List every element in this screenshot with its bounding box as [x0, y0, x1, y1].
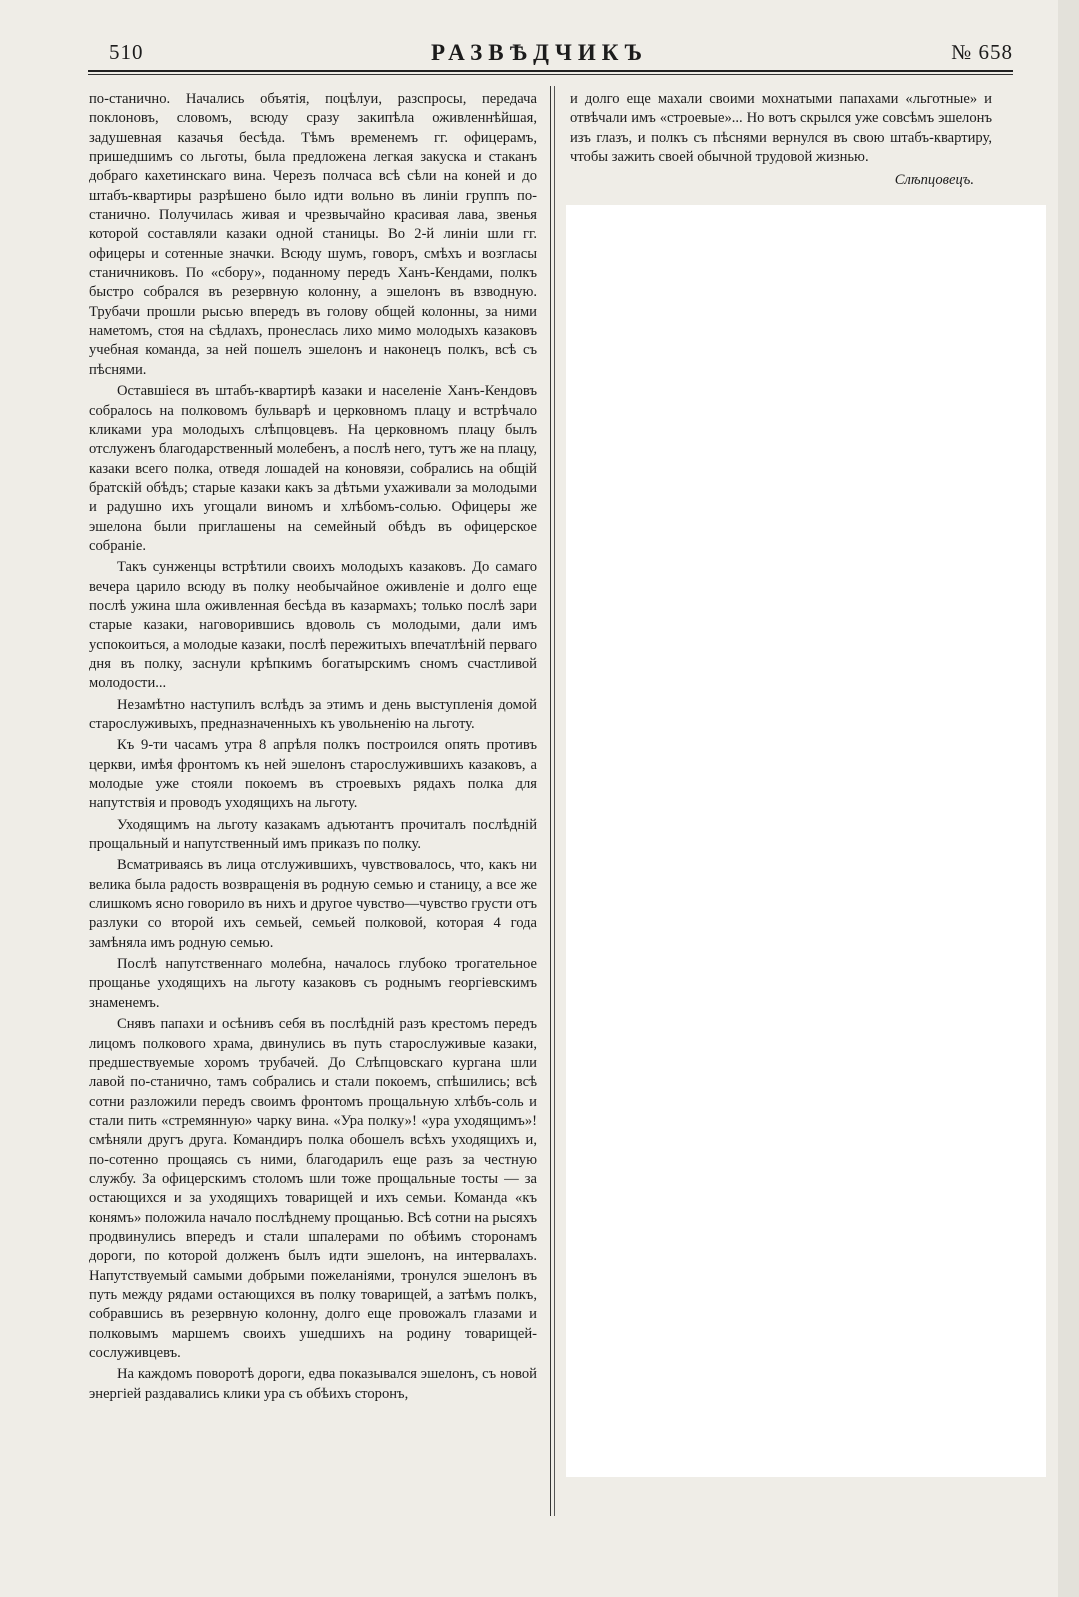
column-divider-thin [554, 86, 555, 1516]
author-signature: Слѣпцовецъ. [894, 172, 974, 189]
paragraph: Всматриваясь въ лица отслужившихъ, чувствовалось, что, какъ ни велика была радость возвращенія въ родную семью и станицу, а все же слишкомъ ясно говорило въ нихъ и другое чувство—чувство грусти отъ разлуки со второй ихъ семьей, семьей полковой, которая 4 года замѣняла имъ родную семью. [89, 857, 537, 951]
blank-area [566, 205, 1046, 1477]
paragraph: Снявъ папахи и осѣнивъ себя въ послѣдній разъ крестомъ передъ лицомъ полкового храма, двинулись въ путь старослуживые казаки, предшествуемые хоромъ трубачей. До Слѣпцовскаго кургана шли лавой по-станично, тамъ собрались и стали покоемъ, спѣшились; всѣ сотни разложили передъ своимъ фронтомъ прощальную хлѣбъ-соль и стали пить «стремянную» чарку вина. «Ура полку»! «ура уходящимъ»! смѣняли другъ друга. Командиръ полка обошелъ всѣхъ уходящихъ и, по-сотенно прощаясь съ ними, благодарилъ еще разъ за честную службу. За офицерскимъ столомъ шли тоже прощальные тосты — за остающихся и за уходящихъ товарищей и ихъ семьи. Команда «къ конямъ» положила начало послѣднему прощанью. Всѣ сотни на рысяхъ продвинулись впередъ и стали шпалерами по обѣимъ сторонамъ дороги, по которой долженъ былъ идти эшелонъ, на интервалахъ. Напутствуемый самыми добрыми пожеланіями, тронулся эшелонъ въ путь между рядами остающихся въ полку товарищей, а затѣмъ полкъ, собравшись въ резервную колонну, долго еще провожалъ глазами и полковымъ маршемъ своихъ ушедшихъ на родину товарищей-сослуживцевъ. [89, 1016, 537, 1361]
paragraph: Уходящимъ на льготу казакамъ адъютантъ прочиталъ послѣдній прощальный и напутственный имъ приказъ по полку. [89, 816, 537, 853]
paragraph: Незамѣтно наступилъ вслѣдъ за этимъ и день выступленія домой старослуживыхъ, предназначенныхъ къ увольненію на льготу. [89, 696, 537, 732]
paragraph: Послѣ напутственнаго молебна, началось глубоко трогательное прощанье уходящихъ на льготу казаковъ съ роднымъ георгіевскимъ знаменемъ. [89, 956, 537, 1011]
page-number: 510 [109, 40, 144, 64]
paragraph: Къ 9-ти часамъ утра 8 апрѣля полкъ построился опять противъ церкви, имѣя фронтомъ къ ней эшелонъ старослужившихъ казаковъ, а молодые уже стояли покоемъ въ строевыхъ рядахъ полка для напутствія и проводъ уходящихъ на льготу. [89, 737, 537, 812]
paragraph: по-станично. Начались объятія, поцѣлуи, разспросы, передача поклоновъ, словомъ, всюду сразу закипѣла оживленнѣйшая, задушевная казачья бесѣда. Тѣмъ временемъ гг. офицерамъ, пришедшимъ со льготы, была предложена легкая закуска и стаканъ добраго кахетинскаго вина. Черезъ полчаса всѣ сѣли на коней и до штабъ-квартиры разрѣшено было идти вольно въ линіи группъ по-станично. Получилась живая и чрезвычайно красивая лава, звенья которой составляли казаки одной станицы. Во 2-й линіи шли гг. офицеры и сотенные значки. Всюду шумъ, говоръ, смѣхъ и возгласы станичниковъ. По «сбору», поданному передъ Ханъ-Кендами, полкъ быстро собрался въ резервную колонну, а эшелонъ въ взводную. Трубачи прошли рысью впередъ въ голову общей колонны, за ними наметомъ, стоя на сѣдлахъ, пронеслась лихо мимо молодыхъ казаковъ учебная команда, за ней пошелъ эшелонъ и наконецъ полкъ, всѣ съ пѣснями. [89, 91, 537, 378]
running-title: РАЗВѢДЧИКЪ [430, 40, 649, 65]
paragraph: На каждомъ поворотѣ дороги, едва показывался эшелонъ, съ новой энергіей раздавались клики ура съ обѣихъ сторонъ, [89, 1366, 537, 1402]
right-column [570, 90, 992, 191]
issue-number: № 658 [951, 40, 1013, 64]
paragraph: Оставшіеся въ штабъ-квартирѣ казаки и населеніе Ханъ-Кендовъ собралось на полковомъ бульварѣ и церковномъ плацу и встрѣчало кликами ура молодыхъ слѣпцовцевъ. На церковномъ плацу былъ отслуженъ благодарственный молебенъ, а послѣ него, тутъ же на плацу, казаки всего полка, отведя лошадей на коновязи, собрались на общій братскій обѣдъ; старые казаки какъ за дѣтьми ухаживали за молодыми и радушно ихъ угощали виномъ и хлѣбомъ-солью. Офицеры же эшелона были приглашены на семейный обѣдъ въ офицерское собраніе. [89, 383, 537, 554]
left-column [89, 90, 537, 1406]
paragraph: и долго еще махали своими мохнатыми папахами «льготные» и отвѣчали имъ «строевые»... Но вотъ скрылся уже совсѣмъ эшелонъ изъ глазъ, и полкъ съ пѣснями вернулся въ свою штабъ-квартиру, чтобы зажить своей обычной трудовой жизнью. [570, 91, 992, 166]
paragraph: Такъ сунженцы встрѣтили своихъ молодыхъ казаковъ. До самаго вечера царило всюду въ полку необычайное оживленіе и долго еще послѣ ужина шла оживленная бесѣда въ казармахъ; только послѣ зари старые казаки, наговорившись вдоволь съ молодыми, дали имъ успокоиться, а молодые казаки, послѣ пережитыхъ впечатлѣній перваго дня въ полку, заснули крѣпкимъ богатырскимъ сномъ счастливой молодости... [89, 559, 537, 692]
header-rule [88, 70, 1013, 72]
header-rule-thin [88, 74, 1013, 75]
page-edge [1058, 0, 1079, 1597]
column-divider [550, 86, 551, 1516]
